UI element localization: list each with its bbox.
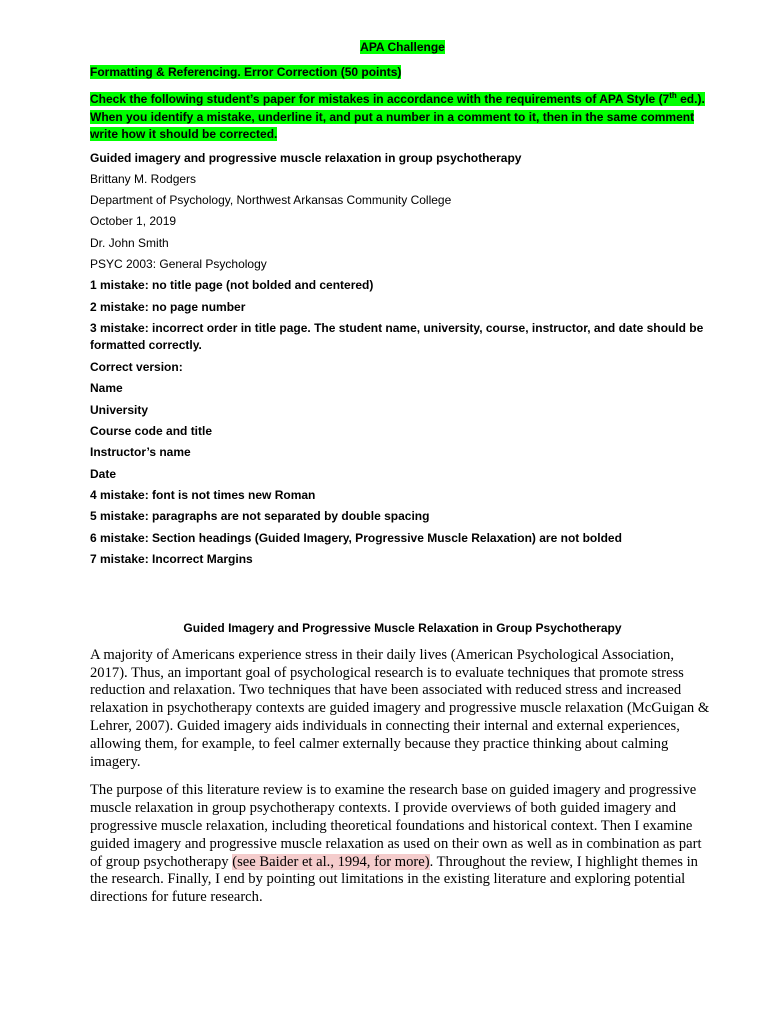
document-page [90,38,715,918]
paper-title: Guided Imagery and Progressive Muscle Relaxation in Group Psychotherapy [183,620,622,635]
student-course: PSYC 2003: General Psychology [90,256,267,271]
paragraph-2-after: . Throughout the review, I highlight themes in the research. Finally, I end by pointing out limitations in the existing literature and exploring potential directions for future research. [90,853,698,906]
student-affiliation: Department of Psychology, Northwest Arkansas Community College [90,193,452,208]
instructions-part1: Check the following student’s paper for mistakes in accordance with the requirements of APA Style (7 [90,92,670,106]
mistake-4: 4 mistake: font is not times new Roman [90,487,316,502]
highlighted-citation: (see Baider et al., 1994, for more) [232,853,430,870]
paragraph-2-before: The purpose of this literature review is to examine the research base on guided imagery and progressive muscle relaxation in group psychotherapy contexts. I provide overviews of both guided imagery and progressive muscle relaxation, including theoretical foundations and historical context. Then I examine guided imagery and progressive muscle relaxation as used on their own as well as in combination as part of group psychotherapy [90,782,702,870]
assignment-title [90,38,715,56]
mistake-1: 1 mistake: no title page (not bolded and centered) [90,278,374,293]
student-date: October 1, 2019 [90,214,177,229]
student-author: Brittany M. Rodgers [90,171,197,186]
paper-paragraph-2 [90,782,715,907]
correct-item-university: University [90,402,149,417]
assignment-instructions [90,91,715,144]
instructions-text [90,92,705,141]
instructions-sup: th [669,91,677,100]
mistake-2: 2 mistake: no page number [90,299,246,314]
mistake-7: 7 mistake: Incorrect Margins [90,551,253,566]
correct-item-date: Date [90,466,117,481]
assignment-title-text: APA Challenge [360,40,445,54]
student-instructor: Dr. John Smith [90,235,169,250]
instructions-part2: ed.). When you identify a mistake, underline it, and put a number in a comment to it, then in the same comment write how it should be corrected. [90,92,705,141]
mistake-3: 3 mistake: incorrect order in title page. The student name, university, course, instructor, and date should be formatted correctly. [90,320,704,353]
correct-item-course: Course code and title [90,424,213,439]
paper-paragraph-1: A majority of Americans experience stress in their daily lives (American Psychological Association, 2017). Thus, an important goal of psychological research is to evaluate techniques that promote stress reduction and relaxation. Two techniques that have been associated with reduced stress and increased relaxation in psychotherapy contexts are guided imagery and progressive muscle relaxation (McGuigan & Lehrer, 2007). Guided imagery aids individuals in connecting their internal and external experiences, allowing them, for example, to feel calmer externally because they practice thinking about calming imagery. [90,646,710,770]
mistake-5: 5 mistake: paragraphs are not separated by double spacing [90,509,430,524]
mistake-6: 6 mistake: Section headings (Guided Imagery, Progressive Muscle Relaxation) are not bolded [90,530,622,545]
student-title: Guided imagery and progressive muscle relaxation in group psychotherapy [90,150,522,165]
assignment-subtitle [90,64,715,81]
assignment-subtitle-text: Formatting & Referencing. Error Correction (50 points) [90,65,402,79]
correct-item-instructor: Instructor’s name [90,445,191,460]
correct-version-label: Correct version: [90,360,183,375]
correct-item-name: Name [90,381,123,396]
